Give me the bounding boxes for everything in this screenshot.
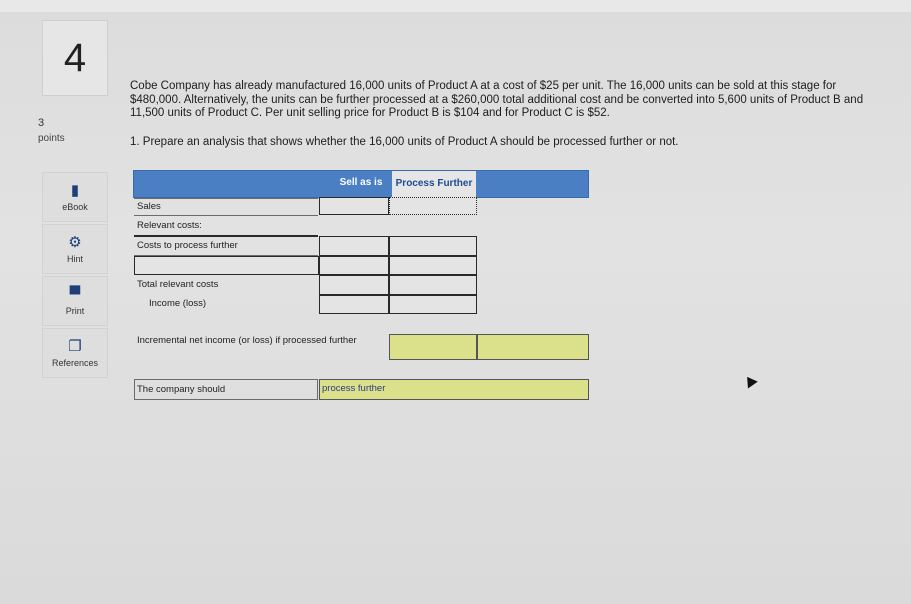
sales-row (134, 198, 318, 216)
sidebar (42, 172, 108, 380)
references-label: References (51, 358, 99, 368)
blank-label-input[interactable] (134, 256, 319, 275)
ebook-button[interactable] (42, 172, 108, 222)
income-process-input[interactable] (389, 295, 477, 314)
costs-process-label: Costs to process further (137, 240, 238, 251)
income-label: Income (loss) (149, 298, 207, 309)
print-label: Print (65, 306, 85, 316)
mouse-cursor-icon (742, 373, 758, 388)
total-relevant-label: Total relevant costs (137, 279, 219, 290)
blank-process-input[interactable] (389, 256, 477, 275)
costs-process-further-input[interactable] (389, 236, 477, 256)
total-relevant-process-input[interactable] (389, 275, 477, 295)
print-button[interactable] (42, 276, 108, 326)
decision-select[interactable] (319, 379, 589, 400)
book-icon: ▮ (70, 182, 80, 199)
problem-text: Cobe Company has already manufactured 16,000 units of Product A at a cost of $25 per unit. The 16,000 units can be sold at this stage for $480,000. Alternatively, the units can be further processed at a $260,000 total additional cost and be converted into 5,600 units of Product B and 11,500 units of Product C. Per unit selling price for Product B is $104 and for Product C is $52. (130, 80, 864, 119)
header-process-further: Process Further (392, 171, 476, 197)
points-label: points (38, 133, 65, 144)
costs-process-sell-input[interactable] (319, 236, 389, 256)
points-value: 3 (38, 117, 45, 129)
incremental-input-1[interactable] (389, 334, 477, 360)
income-sell-input[interactable] (319, 295, 389, 314)
question-number: 4 (42, 20, 108, 96)
print-icon: ▀ (69, 286, 81, 303)
company-should-label: The company should (137, 384, 226, 395)
ebook-label: eBook (62, 202, 88, 212)
incremental-label: Incremental net income (or loss) if processed further (137, 335, 357, 346)
table-header (133, 170, 589, 198)
hint-label: Hint (66, 254, 83, 264)
header-sell-as-is: Sell as is (339, 177, 383, 188)
blank-sell-input[interactable] (319, 256, 389, 275)
decision-value: process further (322, 383, 386, 394)
sales-process-input[interactable] (389, 197, 477, 215)
instruction-text: 1. Prepare an analysis that shows whether the 16,000 units of Product A should be processed further or not. (130, 136, 679, 148)
relevant-costs-label: Relevant costs: (137, 220, 202, 231)
sales-sell-input[interactable] (319, 197, 389, 215)
hint-icon: ⚙ (68, 234, 82, 251)
references-icon: ❐ (68, 338, 82, 355)
hint-button[interactable] (42, 224, 108, 274)
incremental-input-2[interactable] (477, 334, 589, 360)
references-button[interactable] (42, 328, 108, 378)
top-bar (0, 0, 911, 12)
sales-label: Sales (137, 201, 161, 212)
total-relevant-sell-input[interactable] (319, 275, 389, 295)
